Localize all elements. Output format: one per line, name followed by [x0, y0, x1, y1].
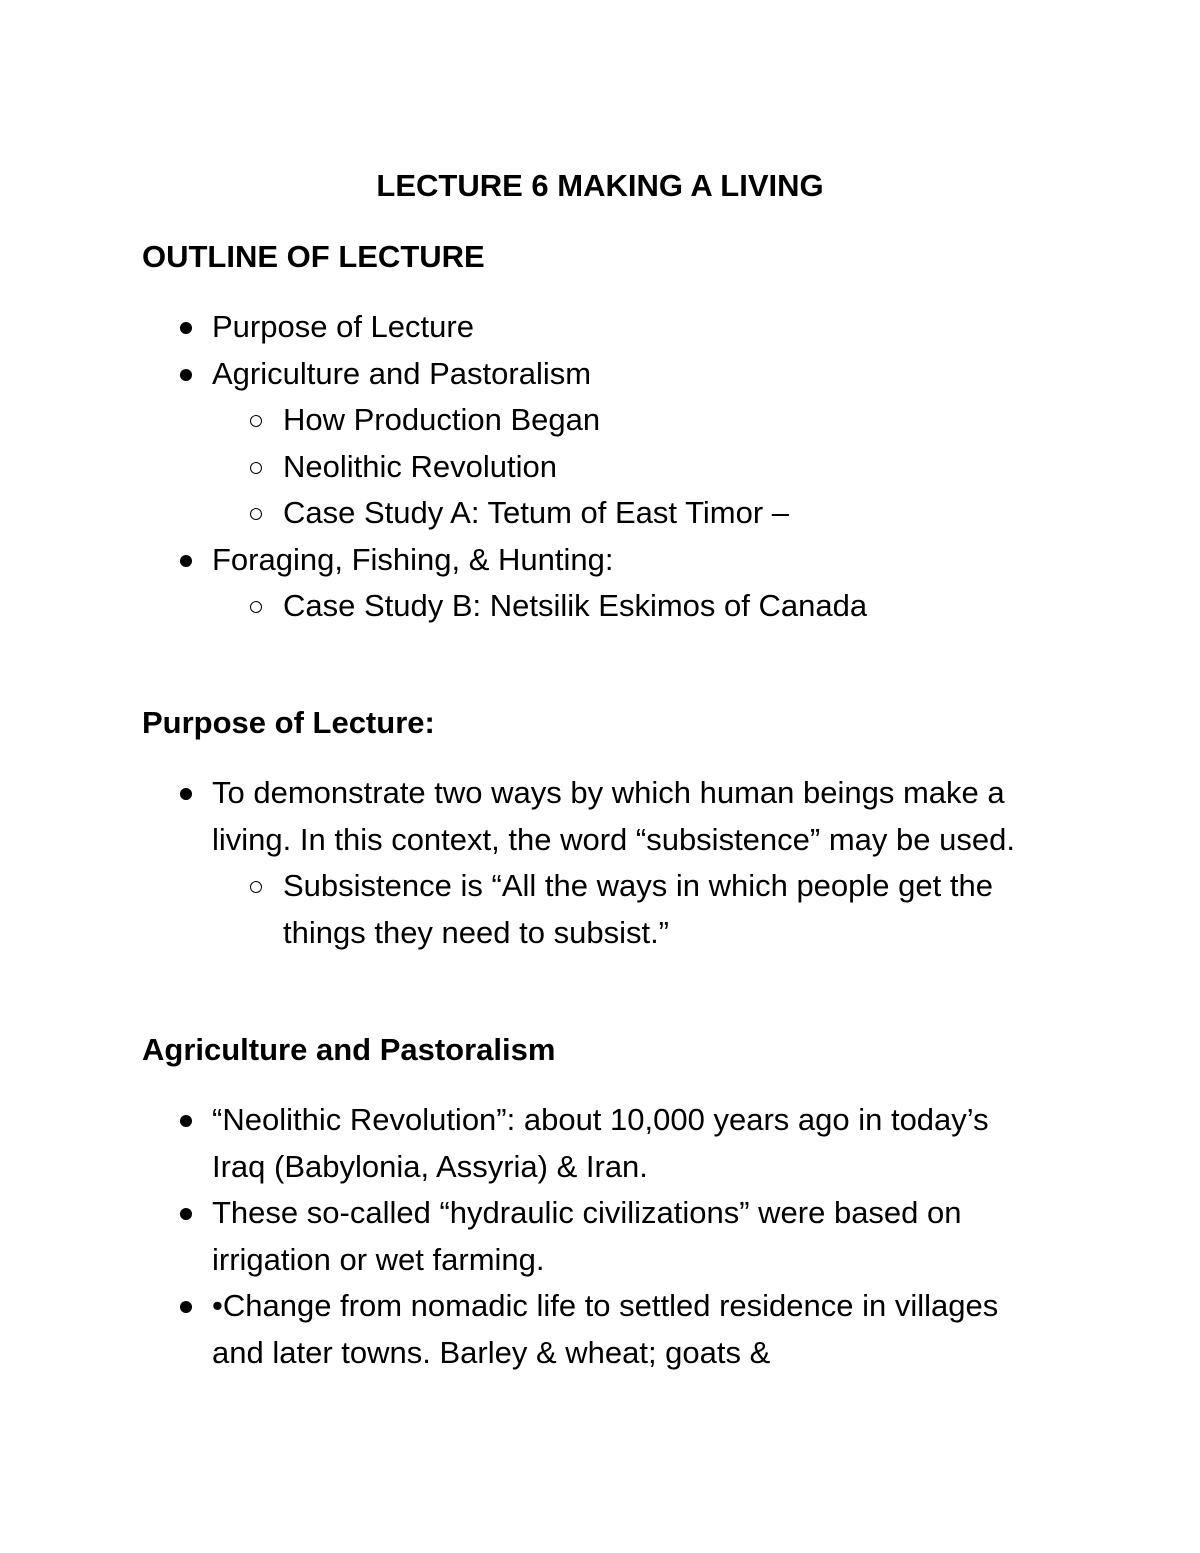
filled-bullet-icon [180, 788, 192, 800]
purpose-heading: Purpose of Lecture: [142, 705, 435, 740]
list-item [0, 397, 1200, 444]
list-item-text: Purpose of Lecture [212, 309, 474, 344]
purpose-list [0, 770, 1200, 956]
filled-bullet-icon [180, 369, 192, 381]
list-item-text: Foraging, Fishing, & Hunting: [212, 541, 614, 577]
hollow-bullet-icon [250, 415, 262, 427]
list-item [0, 1190, 1200, 1283]
list-item-text: How Production Began [283, 402, 601, 437]
list-item [0, 304, 1200, 351]
outline-list [0, 304, 1200, 630]
filled-bullet-icon [180, 1115, 192, 1127]
list-item-text: Agriculture and Pastoralism [212, 355, 592, 391]
filled-bullet-icon [180, 1208, 192, 1220]
list-item [0, 863, 1200, 956]
list-item [0, 490, 1200, 537]
outline-heading: OUTLINE OF LECTURE [142, 239, 485, 274]
list-item [0, 444, 1200, 491]
list-item-text: These so-called “hydraulic civilizations” were based on irrigation or wet farming. [212, 1195, 962, 1277]
document-title: LECTURE 6 MAKING A LIVING [376, 168, 824, 203]
filled-bullet-icon [180, 322, 192, 334]
list-item [0, 770, 1200, 863]
hollow-bullet-icon [250, 601, 262, 613]
list-item-text: Case Study B: Netsilik Eskimos of Canada [283, 588, 868, 623]
agriculture-list [0, 1097, 1200, 1376]
list-item-text: To demonstrate two ways by which human beings make a living. In this context, the word “subsistence” may be used. [212, 775, 1015, 857]
filled-bullet-icon [180, 1301, 192, 1313]
list-item-text: Subsistence is “All the ways in which people get the things they need to subsist.” [283, 868, 993, 950]
list-item-text: Case Study A: Tetum of East Timor – [283, 495, 789, 530]
list-item-text: Neolithic Revolution [283, 448, 557, 484]
list-item-text: •Change from nomadic life to settled residence in villages and later towns. Barley & wheat; goats & [212, 1288, 999, 1370]
hollow-bullet-icon [250, 508, 262, 520]
hollow-bullet-icon [250, 881, 262, 893]
list-item [0, 1283, 1200, 1376]
agriculture-heading: Agriculture and Pastoralism [142, 1032, 556, 1067]
hollow-bullet-icon [250, 462, 262, 474]
filled-bullet-icon [180, 555, 192, 567]
list-item [0, 537, 1200, 584]
list-item-text: “Neolithic Revolution”: about 10,000 years ago in today’s Iraq (Babylonia, Assyria) & Iran. [212, 1102, 989, 1184]
list-item [0, 351, 1200, 398]
list-item [0, 1097, 1200, 1190]
list-item [0, 583, 1200, 630]
